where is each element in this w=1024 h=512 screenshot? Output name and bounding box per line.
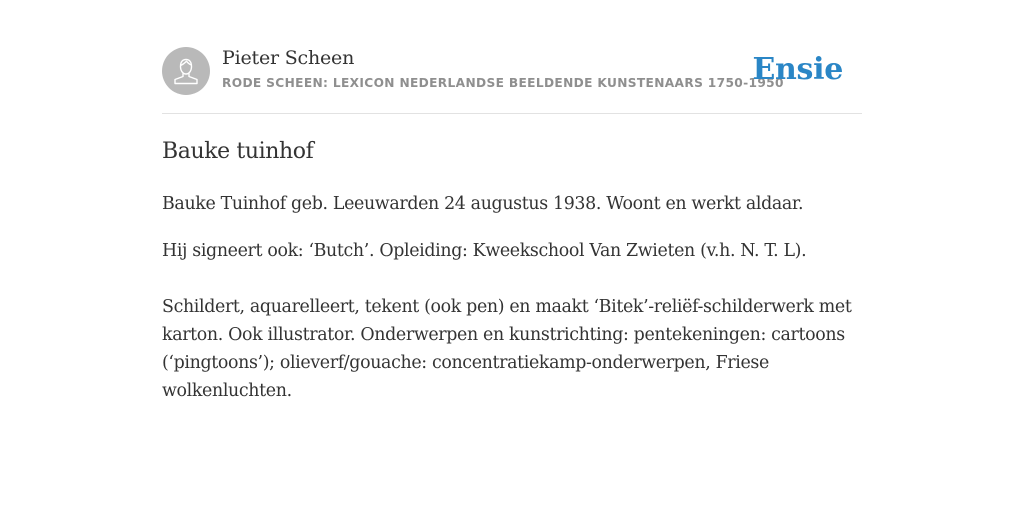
author-name[interactable]: Pieter Scheen <box>222 47 355 69</box>
source-name[interactable]: RODE SCHEEN: LEXICON NEDERLANDSE BEELDENDE KUNSTENAARS 1750-1950 <box>222 76 784 90</box>
article-card <box>162 46 862 401</box>
article-header <box>162 46 862 114</box>
article-paragraph: Schildert, aquarelleert, tekent (ook pen) en maakt ‘Bitek’-reliëf-schilderwerk met karton. Ook illustrator. Onderwerpen en kunstrichting: pentekeningen: cartoons (‘pingtoons’); olieverf/gouache: concentratiekamp-onderwerpen, Friese wolkenluchten. <box>162 297 852 401</box>
author-avatar[interactable] <box>162 47 210 95</box>
brand-logo[interactable]: Ensie <box>752 52 843 87</box>
user-silhouette-icon <box>162 47 210 95</box>
article-title: Bauke tuinhof <box>162 139 314 164</box>
article-paragraph: Bauke Tuinhof geb. Leeuwarden 24 augustus 1938. Woont en werkt aldaar. <box>162 194 804 214</box>
article-paragraph: Hij signeert ook: ‘Butch’. Opleiding: Kweekschool Van Zwieten (v.h. N. T. L). <box>162 241 807 261</box>
